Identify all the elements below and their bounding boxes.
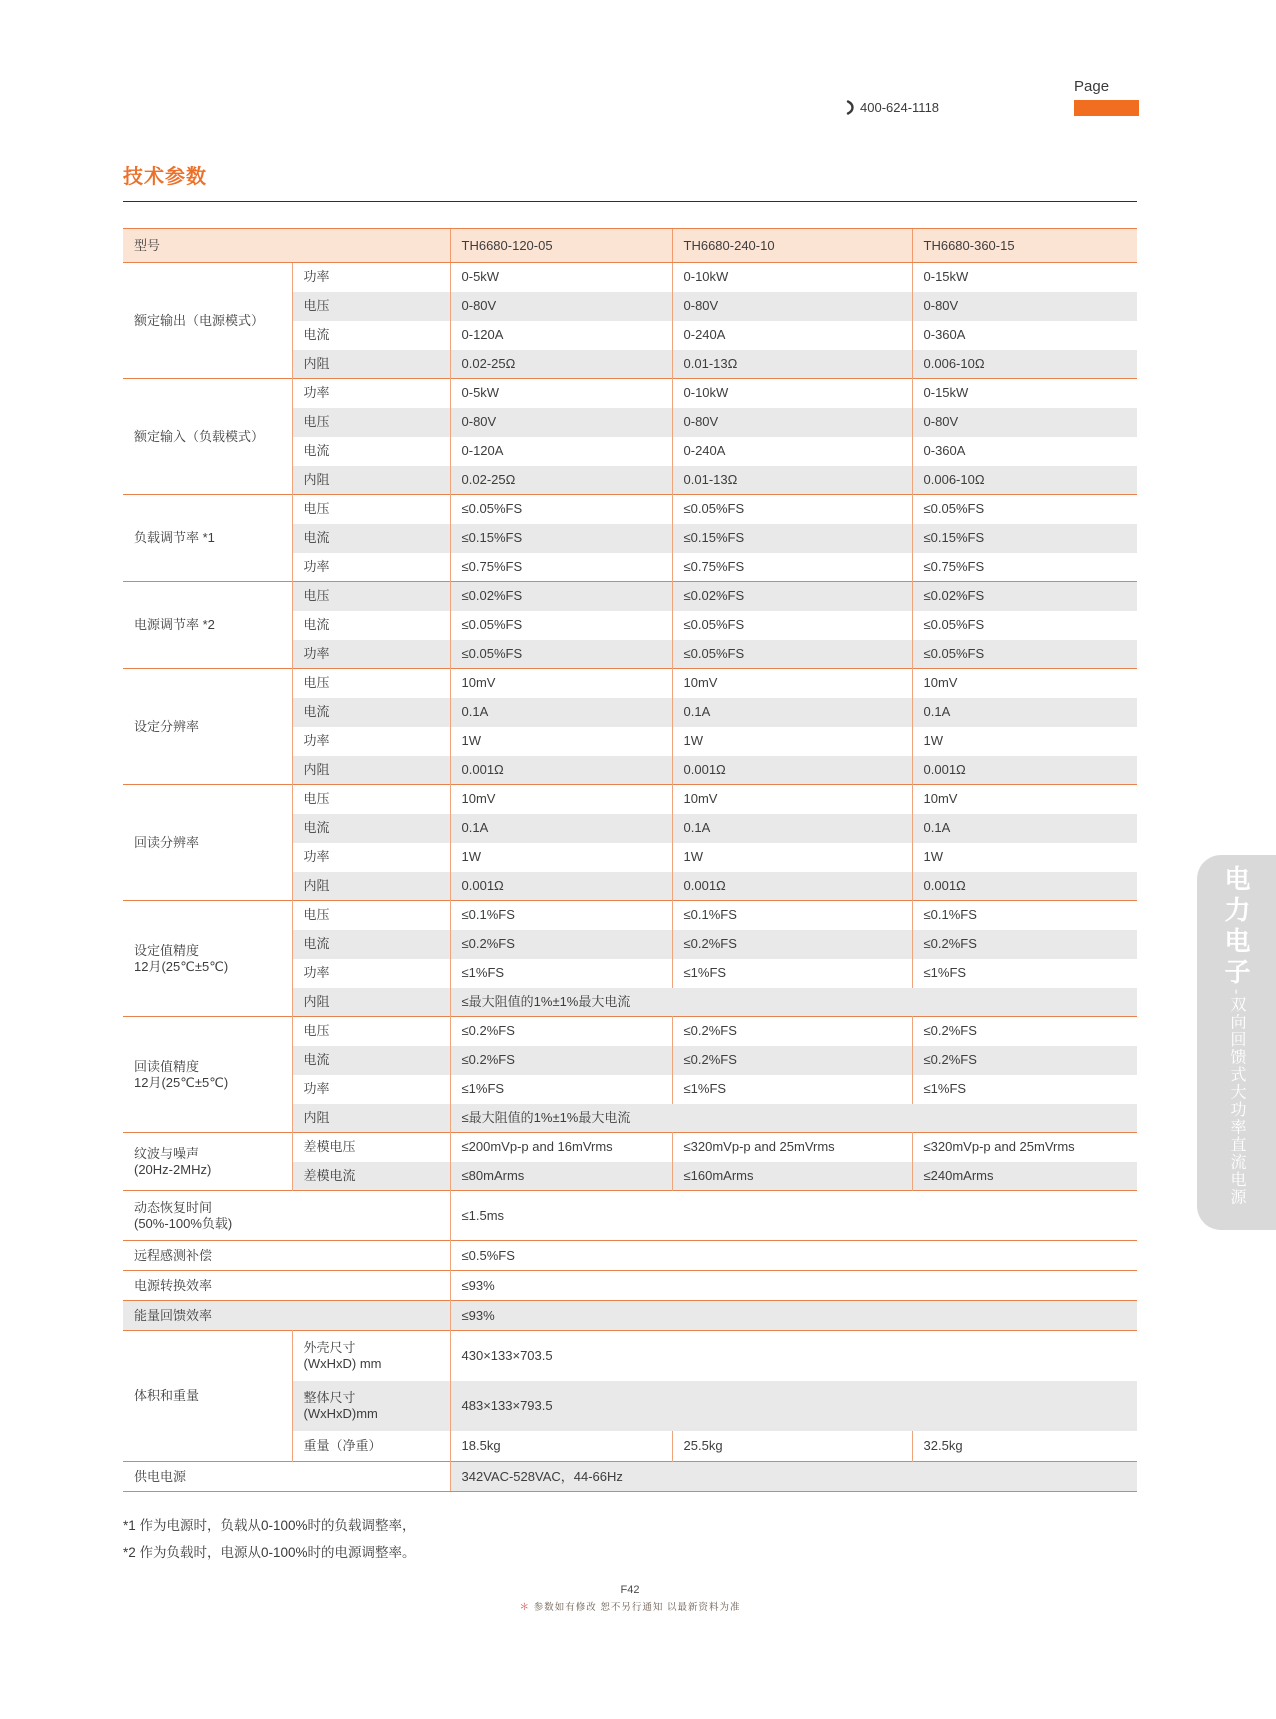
row-group-label: 体积和重量	[123, 1331, 292, 1462]
spec-value: ≤1%FS	[912, 1075, 1137, 1104]
row-sub-label: 电压	[292, 785, 450, 814]
row-sub-label: 内阻	[292, 988, 450, 1017]
spec-value: 0-120A	[450, 321, 672, 350]
spec-value: 0-80V	[450, 292, 672, 321]
spec-value: 0.001Ω	[450, 872, 672, 901]
spec-value: 0.001Ω	[672, 872, 912, 901]
row-sub-label: 电压	[292, 495, 450, 524]
side-tab-text	[1218, 865, 1255, 1230]
footnote-1: *1 作为电源时，负载从0-100%时的负载调整率，	[123, 1518, 416, 1533]
note-star-icon: ＊	[519, 1602, 531, 1613]
row-group-label: 回读值精度 12月(25℃±5℃)	[123, 1017, 292, 1133]
spec-value: ≤160mArms	[672, 1162, 912, 1191]
footnote-2: *2 作为负载时，电源从0-100%时的电源调整率。	[123, 1545, 416, 1560]
spec-value: 1W	[912, 843, 1137, 872]
spec-table-wrap	[123, 228, 1137, 1492]
spec-value: 0.006-10Ω	[912, 466, 1137, 495]
side-tab-title: 电力电子	[1221, 865, 1251, 989]
spec-value: 0.1A	[672, 698, 912, 727]
spec-value: 0.1A	[912, 814, 1137, 843]
spec-value: 0-80V	[912, 292, 1137, 321]
spec-value: ≤0.2%FS	[450, 1017, 672, 1046]
row-sub-label: 电流	[292, 524, 450, 553]
spec-value: ≤0.75%FS	[672, 553, 912, 582]
table-row	[123, 1017, 1137, 1046]
spec-value: 0.01-13Ω	[672, 466, 912, 495]
model-header-row	[123, 229, 1137, 263]
side-tab	[1197, 855, 1276, 1230]
row-sub-label: 电压	[292, 1017, 450, 1046]
spec-value: ≤0.05%FS	[450, 495, 672, 524]
spec-value: ≤0.15%FS	[672, 524, 912, 553]
row-sub-label: 外壳尺寸 (WxHxD) mm	[292, 1331, 450, 1381]
row-sub-label: 内阻	[292, 756, 450, 785]
spec-value: 32.5kg	[912, 1431, 1137, 1462]
spec-value: 0-240A	[672, 321, 912, 350]
row-sub-label: 内阻	[292, 350, 450, 379]
spec-value: ≤0.5%FS	[450, 1241, 1137, 1271]
row-group-label: 额定输出（电源模式）	[123, 263, 292, 379]
table-row	[123, 669, 1137, 698]
row-sub-label: 电流	[292, 814, 450, 843]
spec-value: 0.001Ω	[912, 872, 1137, 901]
spec-value: ≤0.75%FS	[912, 553, 1137, 582]
spec-value: ≤0.02%FS	[672, 582, 912, 611]
row-sub-label: 电流	[292, 437, 450, 466]
row-sub-label: 电压	[292, 582, 450, 611]
spec-table	[123, 228, 1137, 1492]
spec-value: 430×133×703.5	[450, 1331, 1137, 1381]
row-group-label: 能量回馈效率	[123, 1301, 450, 1331]
spec-value: 483×133×793.5	[450, 1381, 1137, 1431]
row-sub-label: 重量（净重）	[292, 1431, 450, 1462]
table-row	[123, 379, 1137, 408]
spec-value: ≤1%FS	[912, 959, 1137, 988]
spec-value: ≤240mArms	[912, 1162, 1137, 1191]
spec-table-body	[123, 263, 1137, 1492]
spec-value: ≤0.15%FS	[912, 524, 1137, 553]
row-sub-label: 电压	[292, 901, 450, 930]
row-group-label: 电源转换效率	[123, 1271, 450, 1301]
spec-value: ≤1%FS	[672, 959, 912, 988]
spec-value: 10mV	[912, 669, 1137, 698]
spec-value: 0.001Ω	[450, 756, 672, 785]
spec-value: 0.1A	[912, 698, 1137, 727]
spec-value: ≤0.1%FS	[672, 901, 912, 930]
spec-value: 0-5kW	[450, 379, 672, 408]
row-sub-label: 电压	[292, 408, 450, 437]
table-row	[123, 263, 1137, 292]
row-group-label: 纹波与噪声 (20Hz-2MHz)	[123, 1133, 292, 1191]
page-title: 技术参数	[123, 166, 207, 188]
spec-value: ≤0.1%FS	[912, 901, 1137, 930]
row-sub-label: 功率	[292, 640, 450, 669]
spec-value: 0-240A	[672, 437, 912, 466]
spec-value: 1W	[450, 727, 672, 756]
spec-value: ≤320mVp-p and 25mVrms	[912, 1133, 1137, 1162]
table-row	[123, 1133, 1137, 1162]
spec-value: ≤0.05%FS	[912, 495, 1137, 524]
model-name: TH6680-360-15	[912, 229, 1137, 263]
row-sub-label: 电流	[292, 698, 450, 727]
spec-value: 0-15kW	[912, 263, 1137, 292]
spec-value: 0.01-13Ω	[672, 350, 912, 379]
row-sub-label: 电压	[292, 669, 450, 698]
spec-table-head	[123, 229, 1137, 263]
table-row	[123, 1331, 1137, 1381]
table-row	[123, 901, 1137, 930]
row-group-label: 回读分辨率	[123, 785, 292, 901]
row-sub-label: 功率	[292, 263, 450, 292]
spec-value: 10mV	[450, 785, 672, 814]
spec-value: 0-10kW	[672, 263, 912, 292]
spec-value: ≤0.15%FS	[450, 524, 672, 553]
spec-value: 10mV	[672, 785, 912, 814]
spec-value: ≤93%	[450, 1301, 1137, 1331]
spec-value: ≤0.05%FS	[672, 640, 912, 669]
spec-value: ≤0.02%FS	[450, 582, 672, 611]
spec-value: 0.001Ω	[912, 756, 1137, 785]
row-sub-label: 电压	[292, 292, 450, 321]
spec-value: ≤0.05%FS	[450, 611, 672, 640]
row-group-label: 设定值精度 12月(25℃±5℃)	[123, 901, 292, 1017]
table-row	[123, 1241, 1137, 1271]
spec-value: ≤0.2%FS	[672, 930, 912, 959]
spec-value: ≤0.1%FS	[450, 901, 672, 930]
spec-value: 0.1A	[672, 814, 912, 843]
spec-value: ≤0.2%FS	[450, 1046, 672, 1075]
row-sub-label: 功率	[292, 379, 450, 408]
spec-value: 0-80V	[672, 292, 912, 321]
spec-value: 0.1A	[450, 698, 672, 727]
spec-value: ≤80mArms	[450, 1162, 672, 1191]
spec-value: ≤1.5ms	[450, 1191, 1137, 1241]
spec-value: ≤0.05%FS	[672, 495, 912, 524]
spec-value: 0-360A	[912, 437, 1137, 466]
table-row	[123, 1462, 1137, 1492]
spec-value: 0-80V	[450, 408, 672, 437]
page-number-bar	[1074, 100, 1139, 116]
row-sub-label: 差模电压	[292, 1133, 450, 1162]
spec-value: ≤0.2%FS	[912, 1017, 1137, 1046]
spec-value: ≤1%FS	[450, 1075, 672, 1104]
row-sub-label: 功率	[292, 959, 450, 988]
spec-value: 0-360A	[912, 321, 1137, 350]
spec-value: 0.006-10Ω	[912, 350, 1137, 379]
bottom-note-text: 参数如有修改 恕不另行通知 以最新资料为准	[533, 1602, 741, 1613]
spec-value: ≤93%	[450, 1271, 1137, 1301]
row-group-label: 负载调节率 *1	[123, 495, 292, 582]
spec-value: 10mV	[912, 785, 1137, 814]
row-sub-label: 整体尺寸 (WxHxD)mm	[292, 1381, 450, 1431]
spec-value: 0-80V	[672, 408, 912, 437]
table-row	[123, 495, 1137, 524]
spec-value: ≤0.2%FS	[912, 1046, 1137, 1075]
spec-value: 1W	[912, 727, 1137, 756]
row-sub-label: 内阻	[292, 872, 450, 901]
spec-value: ≤0.05%FS	[912, 611, 1137, 640]
row-sub-label: 电流	[292, 930, 450, 959]
row-group-label: 设定分辨率	[123, 669, 292, 785]
row-sub-label: 电流	[292, 611, 450, 640]
page-code: F42	[620, 1584, 640, 1596]
row-group-label: 动态恢复时间 (50%-100%负载)	[123, 1191, 450, 1241]
table-row	[123, 1301, 1137, 1331]
row-sub-label: 功率	[292, 1075, 450, 1104]
phone-number: 400-624-1118	[860, 100, 940, 115]
spec-value: 1W	[672, 843, 912, 872]
row-group-label: 额定输入（负载模式）	[123, 379, 292, 495]
row-sub-label: 电流	[292, 1046, 450, 1075]
row-sub-label: 功率	[292, 553, 450, 582]
spec-value: ≤0.05%FS	[912, 640, 1137, 669]
spec-value: 0-5kW	[450, 263, 672, 292]
table-row	[123, 1271, 1137, 1301]
spec-value: ≤最大阻值的1%±1%最大电流	[450, 1104, 1137, 1133]
row-sub-label: 功率	[292, 727, 450, 756]
spec-value: 0.02-25Ω	[450, 350, 672, 379]
row-group-label: 供电电源	[123, 1462, 450, 1492]
spec-value: 0.02-25Ω	[450, 466, 672, 495]
spec-value: ≤0.2%FS	[450, 930, 672, 959]
side-tab-subtitle: -双向回馈式大功率直流电源	[1228, 989, 1245, 1206]
phone-icon	[845, 100, 856, 115]
spec-value: ≤320mVp-p and 25mVrms	[672, 1133, 912, 1162]
spec-value: ≤0.02%FS	[912, 582, 1137, 611]
table-row	[123, 1191, 1137, 1241]
spec-value: ≤1%FS	[672, 1075, 912, 1104]
title-divider	[123, 201, 1137, 202]
spec-value: ≤0.05%FS	[450, 640, 672, 669]
spec-value: ≤0.75%FS	[450, 553, 672, 582]
spec-value: ≤0.05%FS	[672, 611, 912, 640]
row-group-label: 电源调节率 *2	[123, 582, 292, 669]
spec-value: 0-120A	[450, 437, 672, 466]
spec-value: 1W	[450, 843, 672, 872]
spec-value: 0.001Ω	[672, 756, 912, 785]
spec-value: 342VAC-528VAC，44-66Hz	[450, 1462, 1137, 1492]
spec-value: ≤0.2%FS	[672, 1046, 912, 1075]
row-sub-label: 差模电流	[292, 1162, 450, 1191]
spec-value: 18.5kg	[450, 1431, 672, 1462]
model-name: TH6680-240-10	[672, 229, 912, 263]
spec-value: 0-80V	[912, 408, 1137, 437]
model-name: TH6680-120-05	[450, 229, 672, 263]
table-row	[123, 785, 1137, 814]
bottom-note	[123, 1599, 1137, 1613]
model-header-label: 型号	[123, 229, 450, 263]
spec-value: 10mV	[672, 669, 912, 698]
spec-value: ≤0.2%FS	[672, 1017, 912, 1046]
spec-value: ≤最大阻值的1%±1%最大电流	[450, 988, 1137, 1017]
spec-value: ≤1%FS	[450, 959, 672, 988]
spec-value: 10mV	[450, 669, 672, 698]
spec-value: ≤0.2%FS	[912, 930, 1137, 959]
row-sub-label: 内阻	[292, 1104, 450, 1133]
page-label: Page	[1074, 78, 1110, 95]
spec-value: 1W	[672, 727, 912, 756]
service-phone	[845, 100, 939, 115]
spec-value: 0-10kW	[672, 379, 912, 408]
row-sub-label: 电流	[292, 321, 450, 350]
row-group-label: 远程感测补偿	[123, 1241, 450, 1271]
spec-value: ≤200mVp-p and 16mVrms	[450, 1133, 672, 1162]
table-row	[123, 582, 1137, 611]
spec-value: 0.1A	[450, 814, 672, 843]
spec-value: 0-15kW	[912, 379, 1137, 408]
spec-value: 25.5kg	[672, 1431, 912, 1462]
row-sub-label: 功率	[292, 843, 450, 872]
row-sub-label: 内阻	[292, 466, 450, 495]
